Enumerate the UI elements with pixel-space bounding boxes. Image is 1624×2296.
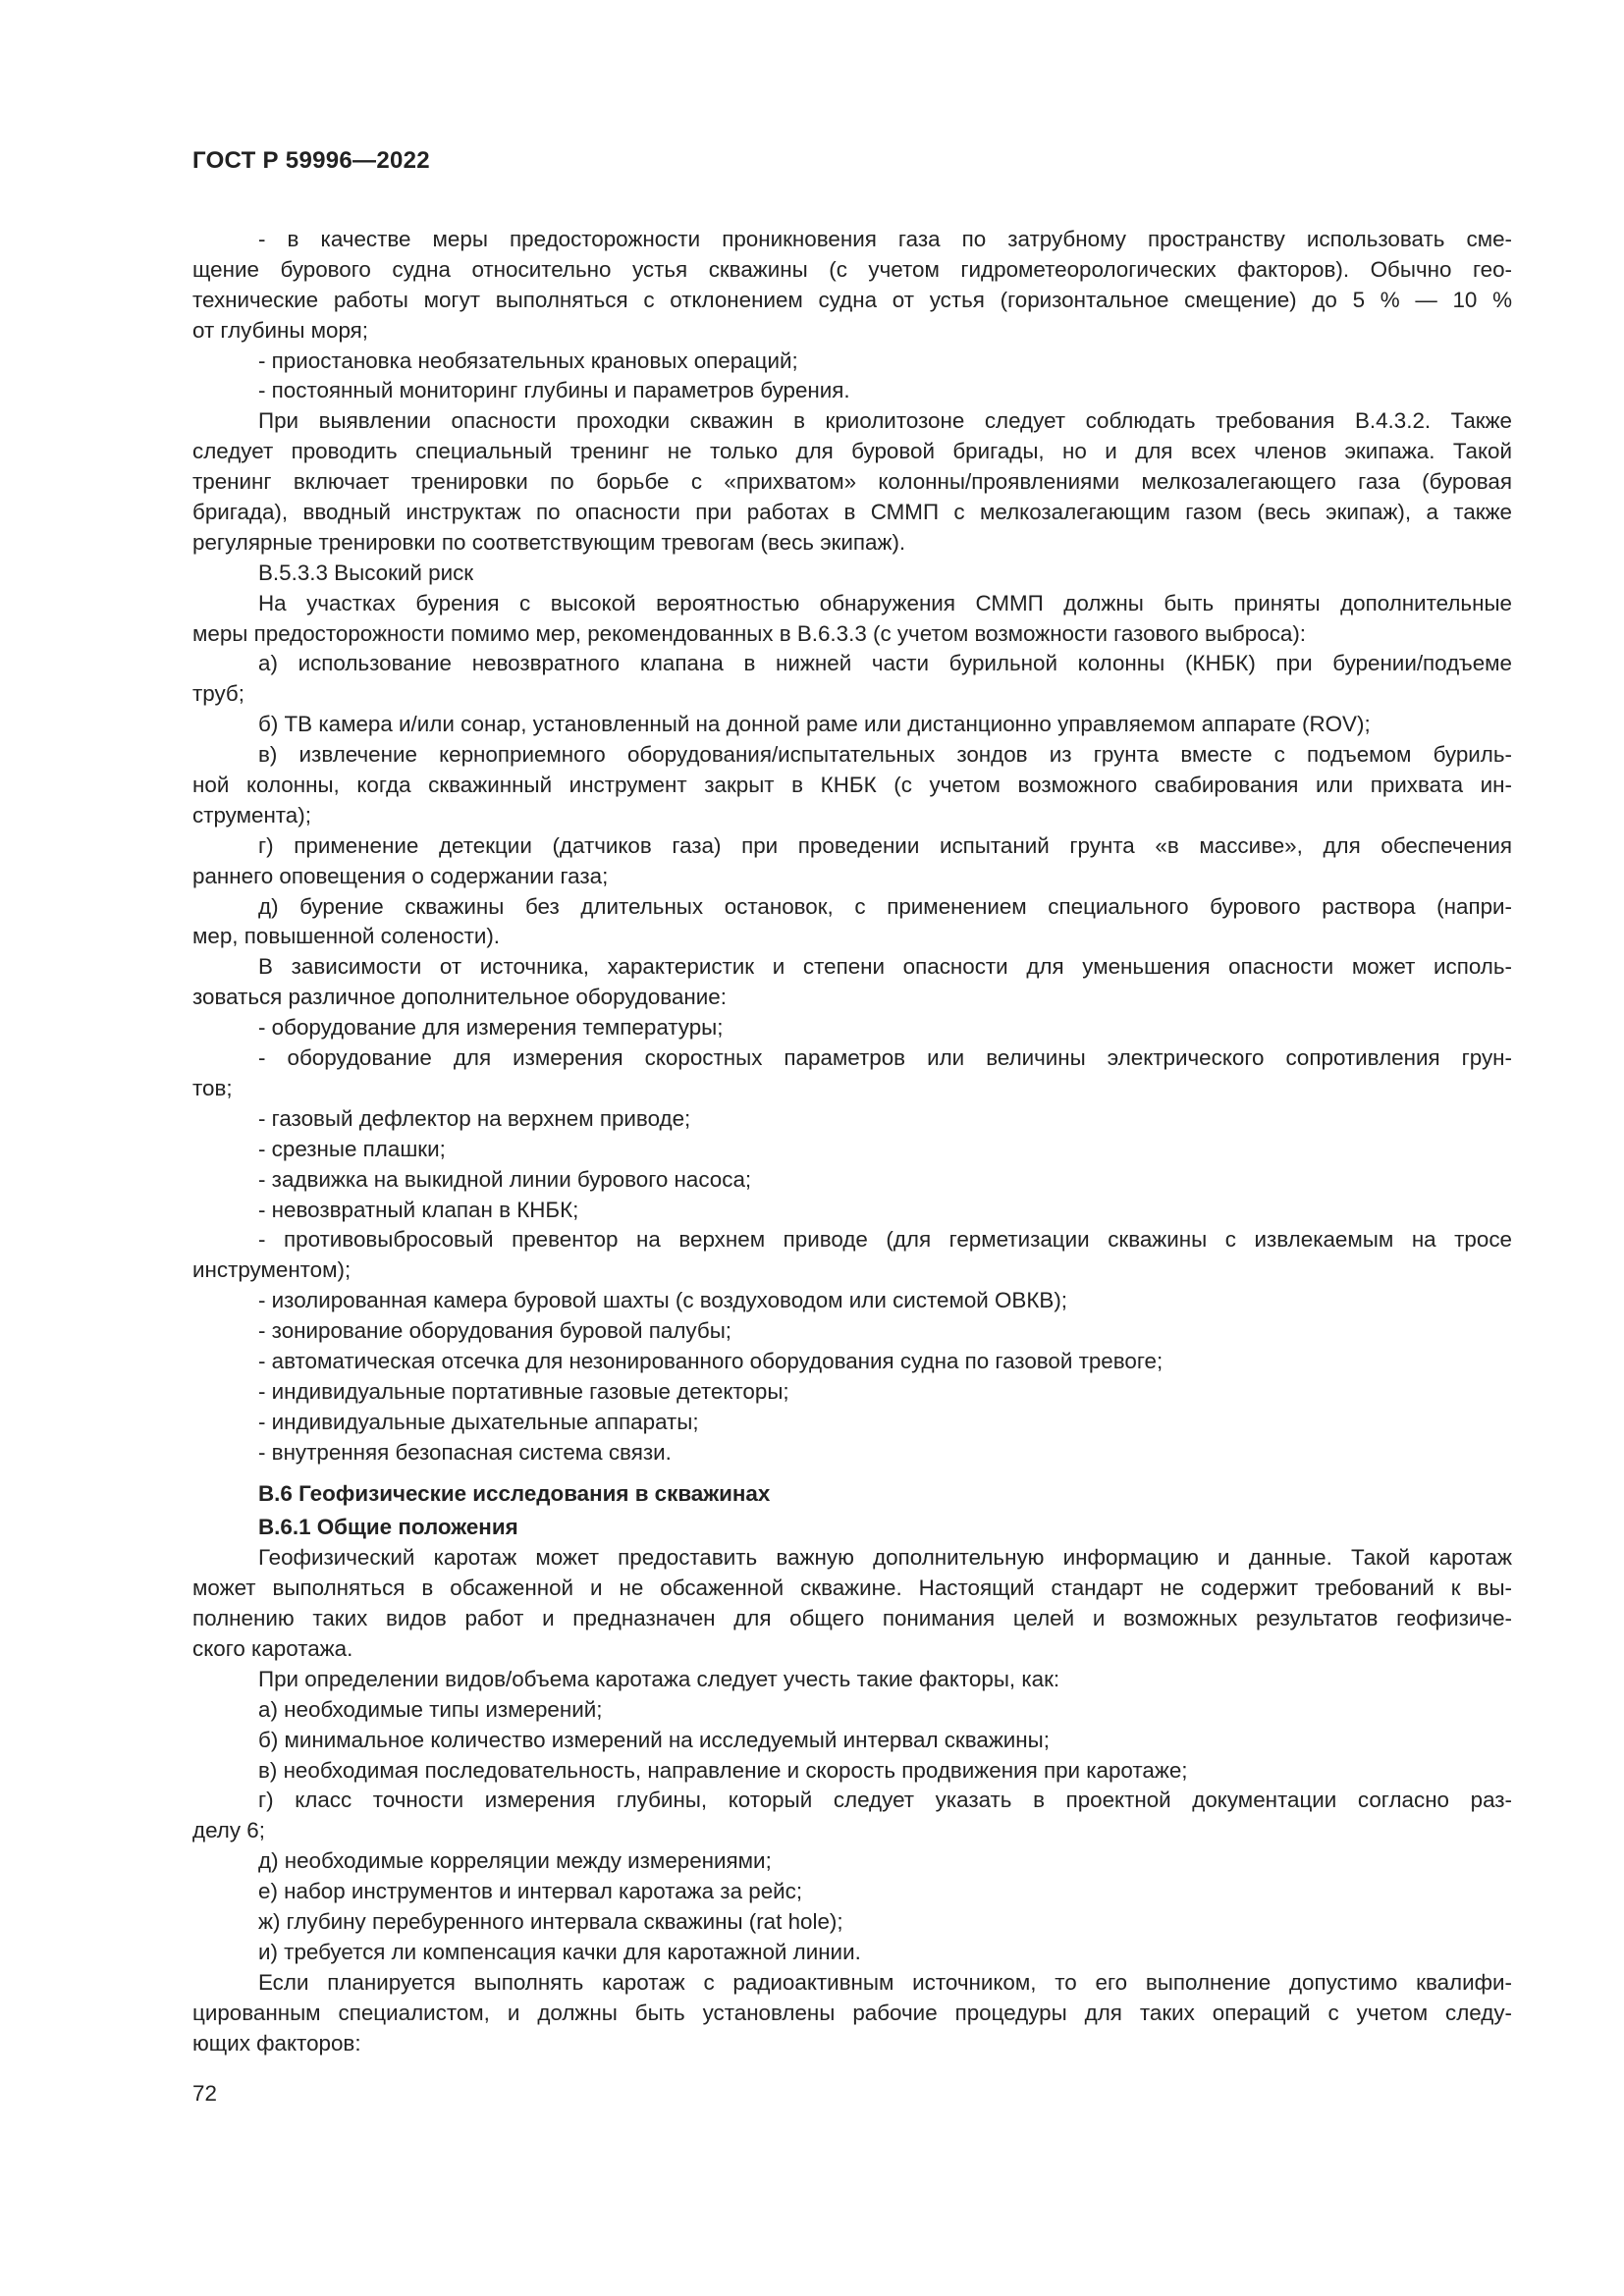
text-line: - внутренняя безопасная система связи. [258,1439,672,1465]
text-line: следует проводить специальный тренинг не только для буровой бригады, но и для всех членов экипажа. Такой [192,439,1512,464]
text-line: - противовыбросовый превентор на верхнем приводе (для герметизации скважины с извлекаемым на тросе [258,1227,1512,1253]
text-line: мер, повышенной солености). [192,924,501,949]
text-line: может выполняться в обсаженной и не обсаженной скважине. Настоящий стандарт не содержит требований к вы- [192,1575,1512,1601]
text-line: струмента); [192,802,311,828]
text-line: - приостановка необязательных крановых операций; [258,347,798,373]
text-line: - оборудование для измерения скоростных параметров или величины электрического сопротивления грун- [258,1045,1512,1071]
text-line: в) необходимая последовательность, направление и скорость продвижения при каротаже; [258,1757,1188,1783]
text-line: ющих факторов: [192,2030,361,2056]
text-line: делу 6; [192,1818,265,1843]
document-body [192,225,1512,2058]
text-line: полнению таких видов работ и предназначен для общего понимания целей и возможных результатов геофизиче- [192,1606,1512,1631]
text-line: д) необходимые корреляции между измерениями; [258,1848,772,1874]
text-line: - задвижка на выкидной линии бурового насоса; [258,1166,752,1192]
text-line: б) ТВ камера и/или сонар, установленный на донной раме или дистанционно управляемом аппарате (ROV); [258,712,1371,737]
text-line: тов; [192,1075,233,1100]
text-line: а) необходимые типы измерений; [258,1696,603,1722]
text-line: - индивидуальные портативные газовые детекторы; [258,1378,789,1404]
text-line: В.5.3.3 Высокий риск [258,560,474,585]
text-line: зоваться различное дополнительное оборудование: [192,985,727,1010]
text-line: - автоматическая отсечка для незонированного оборудования судна по газовой тревоге; [258,1348,1164,1373]
text-line: Если планируется выполнять каротаж с радиоактивным источником, то его выполнение допустимо квалифи- [258,1969,1512,1995]
text-line: инструментом); [192,1257,352,1283]
text-line: - в качестве меры предосторожности проникновения газа по затрубному пространству использовать сме- [258,227,1512,251]
text-line: а) использование невозвратного клапана в нижней части бурильной колонны (КНБК) при бурении/подъеме [258,651,1512,676]
text-line: г) применение детекции (датчиков газа) при проведении испытаний грунта «в массиве», для обеспечения [258,832,1512,858]
text-line: труб; [192,681,244,707]
text-line: На участках бурения с высокой вероятностью обнаружения СММП должны быть приняты дополнительные [258,590,1512,615]
text-line: При выявлении опасности проходки скважин в криолитозоне следует соблюдать требования В.4.3.2. Также [258,408,1512,434]
text-line: - газовый дефлектор на верхнем приводе; [258,1105,691,1131]
text-line: д) бурение скважины без длительных остановок, с применением специального бурового раствора (напри- [258,893,1512,919]
text-line: раннего оповещения о содержании газа; [192,863,609,888]
text-line: регулярные тренировки по соответствующим тревогам (весь экипаж). [192,529,906,555]
text-line: б) минимальное количество измерений на исследуемый интервал скважины; [258,1727,1050,1752]
page-number: 72 [192,2081,217,2106]
text-line: Геофизический каротаж может предоставить важную дополнительную информацию и данные. Такой каротаж [258,1545,1512,1571]
text-line: цированным специалистом, и должны быть установлены рабочие процедуры для таких операций с учетом следу- [192,2000,1512,2025]
text-line: от глубины моря; [192,317,369,343]
text-line: тренинг включает тренировки по борьбе с «прихватом» колонны/проявлениями мелкозалегающего газа (буровая [192,469,1512,495]
text-line: в) извлечение керноприемного оборудования/испытательных зондов из грунта вместе с подъемом буриль- [258,742,1512,768]
text-line: г) класс точности измерения глубины, который следует указать в проектной документации согласно раз- [258,1788,1512,1813]
text-line: - постоянный мониторинг глубины и параметров бурения. [258,378,850,403]
text-line: ж) глубину перебуренного интервала скважины (rat hole); [258,1908,843,1934]
text-line: - зонирование оборудования буровой палубы; [258,1318,732,1344]
text-line: - невозвратный клапан в КНБК; [258,1197,579,1222]
text-line: е) набор инструментов и интервал каротажа за рейс; [258,1879,803,1904]
text-line: ского каротажа. [192,1635,353,1661]
text-line: При определении видов/объема каротажа следует учесть такие факторы, как: [258,1666,1060,1691]
text-line: ной колонны, когда скважинный инструмент закрыт в КНБК (с учетом возможного свабирования или прихвата ин- [192,773,1512,798]
text-line: бригада), вводный инструктаж по опасности при работах в СММП с мелкозалегающим газом (весь экипаж), а также [192,500,1512,525]
section-heading-line: В.6 Геофизические исследования в скважинах [258,1480,771,1506]
text-line: щение бурового судна относительно устья скважины (с учетом гидрометеорологических факторов). Обычно гео- [192,256,1512,282]
text-line: и) требуется ли компенсация качки для каротажной линии. [258,1939,861,1964]
document-header: ГОСТ Р 59996—2022 [192,147,430,174]
text-line: - срезные плашки; [258,1136,446,1161]
text-line: - индивидуальные дыхательные аппараты; [258,1409,699,1434]
text-line: В зависимости от источника, характеристик и степени опасности для уменьшения опасности может исполь- [258,954,1512,980]
text-line: - оборудование для измерения температуры; [258,1015,724,1041]
text-line: меры предосторожности помимо мер, рекомендованных в В.6.3.3 (с учетом возможности газового выброса): [192,620,1307,646]
section-heading-line: В.6.1 Общие положения [258,1515,518,1540]
text-line: технические работы могут выполняться с отклонением судна от устья (горизонтальное смещение) до 5 % — 10 % [192,287,1512,312]
text-line: - изолированная камера буровой шахты (с воздуховодом или системой ОВКВ); [258,1288,1068,1313]
